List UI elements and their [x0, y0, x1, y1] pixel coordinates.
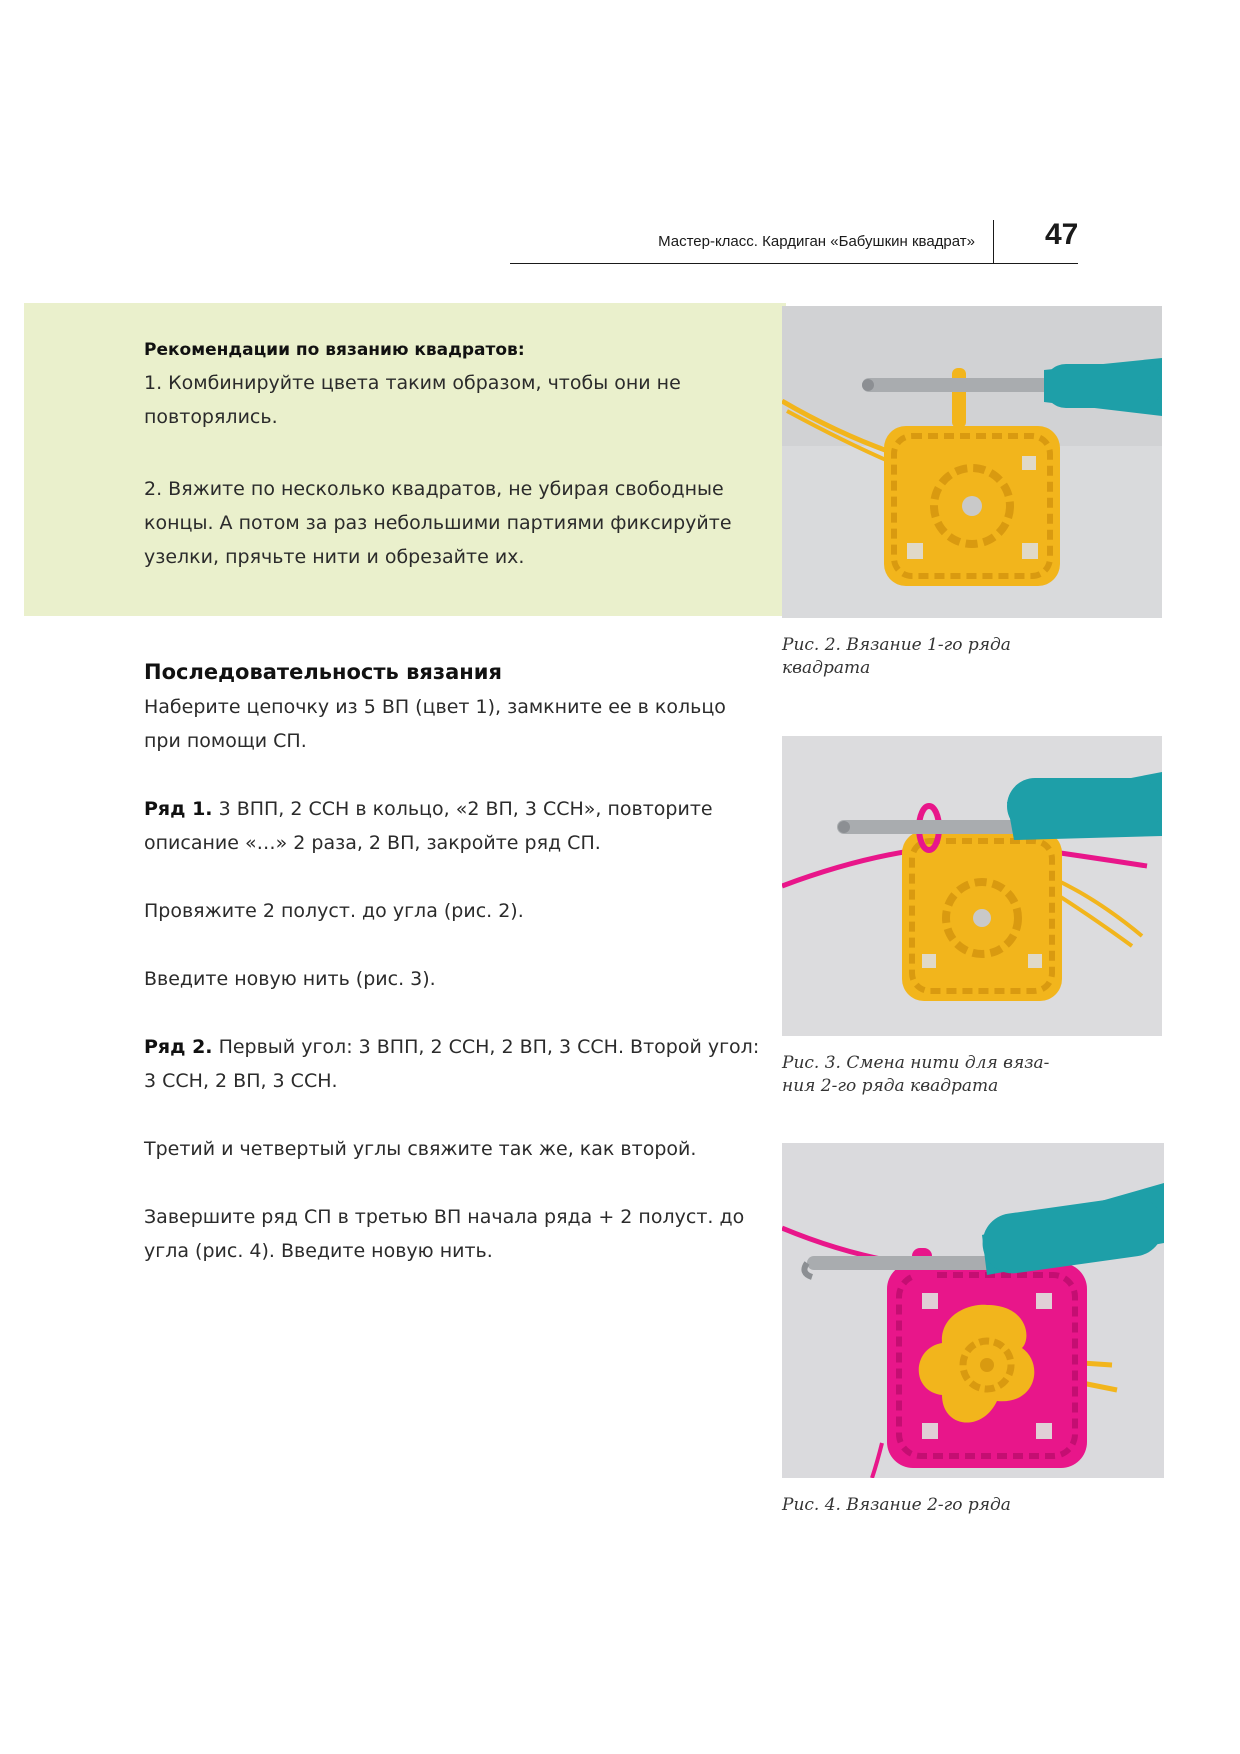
main-content	[144, 656, 764, 1268]
row-2-text: Первый угол: 3 ВПП, 2 ССН, 2 ВП, 3 ССН. Второй угол: 3 ССН, 2 ВП, 3 ССН.	[144, 1036, 760, 1092]
row-2-label: Ряд 2.	[144, 1036, 213, 1058]
intro-paragraph: Наберите цепочку из 5 ВП (цвет 1), замкните ее в кольцо при помощи СП.	[144, 696, 726, 752]
step-paragraph: Завершите ряд СП в третью ВП начала ряда + 2 полуст. до угла (рис. 4). Введите новую нить.	[144, 1206, 745, 1262]
tips-content	[144, 340, 764, 574]
tips-title: Рекомендации по вязанию квадратов:	[144, 340, 525, 360]
tips-item: 1. Комбинируйте цвета таким образом, чтобы они не повторялись.	[144, 372, 681, 428]
figure-2-caption	[782, 634, 1082, 680]
caption-line: квадрата	[782, 658, 871, 678]
running-title: Мастер-класс. Кардиган «Бабушкин квадрат»	[658, 233, 975, 250]
figure-4-caption	[782, 1494, 1082, 1517]
row-1-label: Ряд 1.	[144, 798, 213, 820]
step-paragraph: Введите новую нить (рис. 3).	[144, 968, 436, 990]
section-heading: Последовательность вязания	[144, 660, 502, 684]
caption-line: Рис. 3. Смена нити для вяза-	[782, 1053, 1050, 1073]
figure-2-photo	[782, 306, 1162, 618]
row-1-paragraph	[144, 792, 764, 860]
tips-item: 2. Вяжите по несколько квадратов, не убирая свободные концы. А потом за раз небольшими партиями фиксируйте узелки, прячьте нити и обрезайте их.	[144, 478, 732, 568]
caption-line: Рис. 2. Вязание 1-го ряда	[782, 635, 1011, 655]
row-2-paragraph	[144, 1030, 764, 1098]
caption-line: ния 2-го ряда квадрата	[782, 1076, 999, 1096]
row-1-text: 3 ВПП, 2 ССН в кольцо, «2 ВП, 3 ССН», повторите описание «…» 2 раза, 2 ВП, закройте ряд СП.	[144, 798, 713, 854]
caption-line: Рис. 4. Вязание 2-го ряда	[782, 1495, 1011, 1515]
figure-4-photo	[782, 1143, 1164, 1478]
step-paragraph: Третий и четвертый углы свяжите так же, как второй.	[144, 1138, 697, 1160]
figure-2-image	[782, 306, 1162, 618]
figure-3-caption	[782, 1052, 1082, 1098]
figure-3-image	[782, 736, 1162, 1036]
figure-3-photo	[782, 736, 1162, 1036]
header-divider	[993, 220, 994, 263]
step-paragraph: Провяжите 2 полуст. до угла (рис. 2).	[144, 900, 524, 922]
header-rule	[510, 263, 1078, 264]
page-number: 47	[1045, 218, 1079, 251]
figure-4-image	[782, 1143, 1164, 1478]
